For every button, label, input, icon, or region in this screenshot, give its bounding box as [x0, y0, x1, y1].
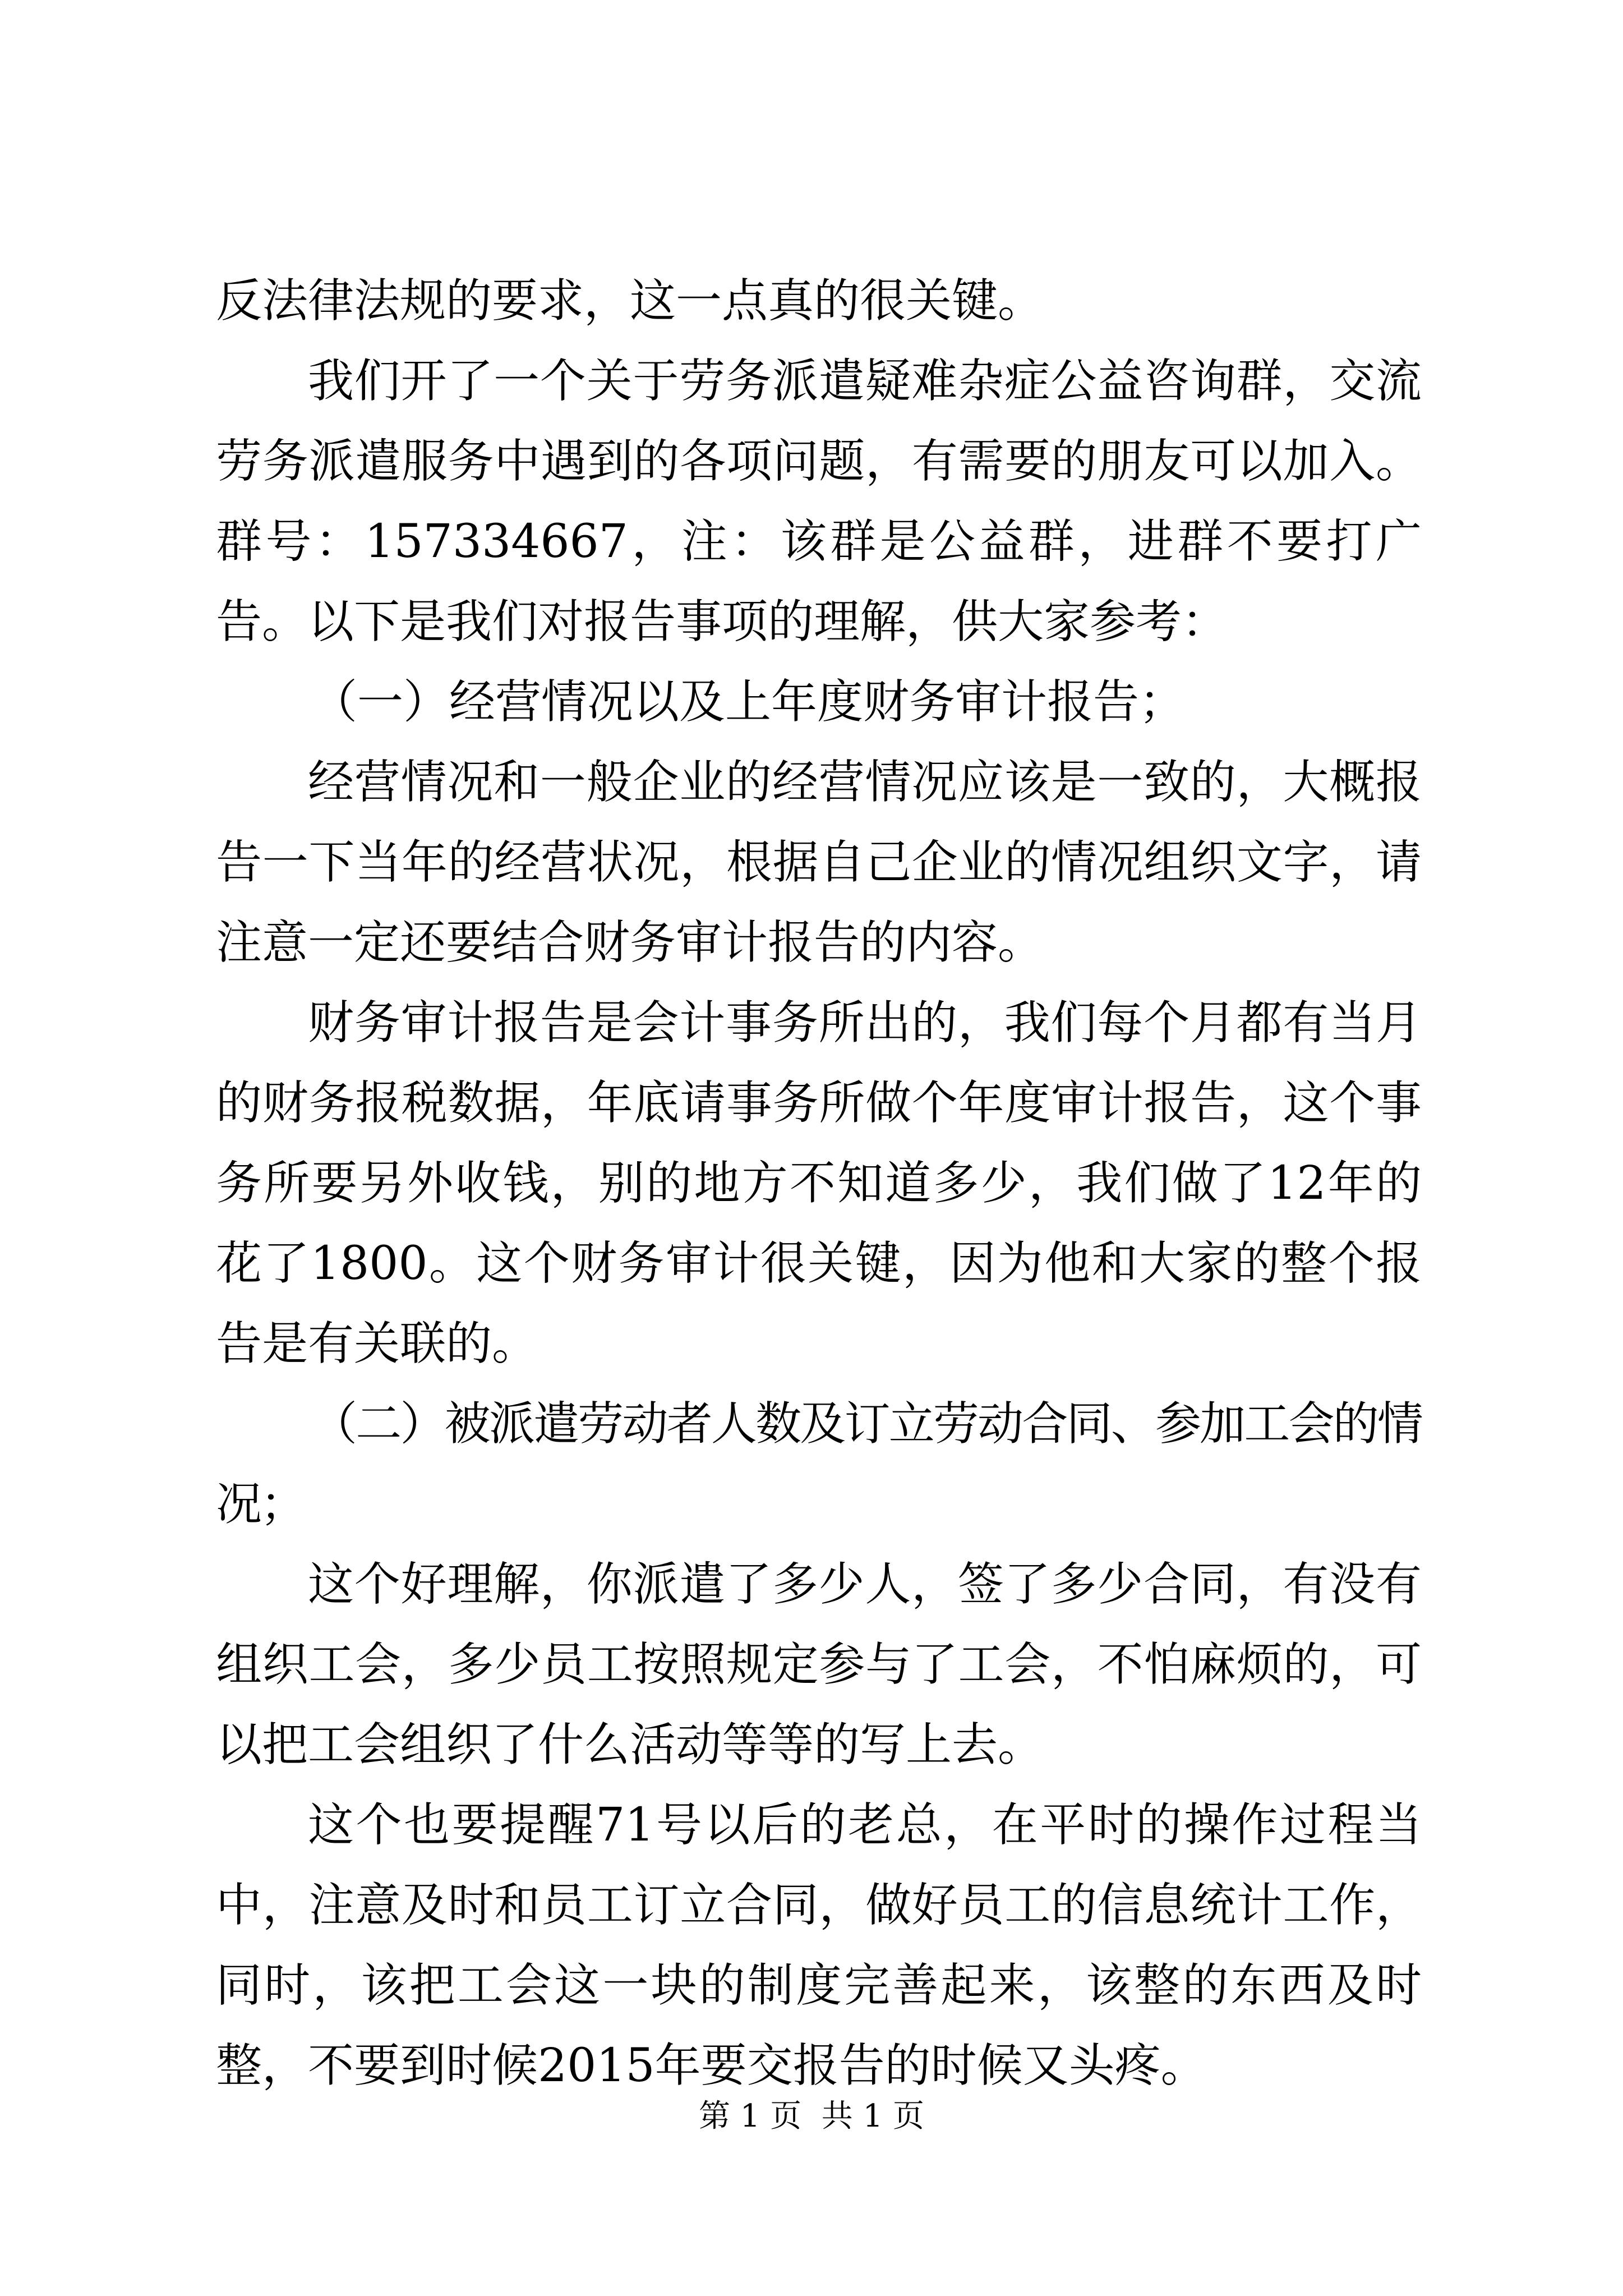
paragraph-consult-group: 我们开了一个关于劳务派遣疑难杂症公益咨询群，交流劳务派遣服务中遇到的各项问题，有需要的朋友可以加入。群号：157334667，注：该群是公益群，进群不要打广告。以下是我们对报告事项的理解，供大家参考：: [216, 355, 1422, 648]
page-number: 第 1 页 共 1 页: [698, 2098, 925, 2134]
document-body: [216, 261, 1422, 2106]
paragraph-continuation: 反法律法规的要求，这一点真的很关键。: [216, 274, 1044, 328]
section-heading-2: （二）被派遣劳动者人数及订立劳动合同、参加工会的情况；: [216, 1397, 1422, 1531]
paragraph-dispatch-count: 这个好理解，你派遣了多少人，签了多少合同，有没有组织工会，多少员工按照规定参与了工会，不怕麻烦的，可以把工会组织了什么活动等等的写上去。: [216, 1558, 1422, 1772]
paragraph-reminder: 这个也要提醒71号以后的老总，在平时的操作过程当中，注意及时和员工订立合同，做好员工的信息统计工作，同时，该把工会这一块的制度完善起来，该整的东西及时整，不要到时候2015年要交报告的时候又头疼。: [216, 1798, 1422, 2092]
page-footer: [0, 2097, 1623, 2136]
paragraph-operations: 经营情况和一般企业的经营情况应该是一致的，大概报告一下当年的经营状况，根据自己企业的情况组织文字，请注意一定还要结合财务审计报告的内容。: [216, 756, 1422, 969]
paragraph-audit-report: 财务审计报告是会计事务所出的，我们每个月都有当月的财务报税数据，年底请事务所做个年度审计报告，这个事务所要另外收钱，别的地方不知道多少，我们做了12年的花了1800。这个财务审计很关键，因为他和大家的整个报告是有关联的。: [216, 996, 1422, 1370]
section-heading-1: （一）经营情况以及上年度财务审计报告；: [311, 675, 1186, 729]
